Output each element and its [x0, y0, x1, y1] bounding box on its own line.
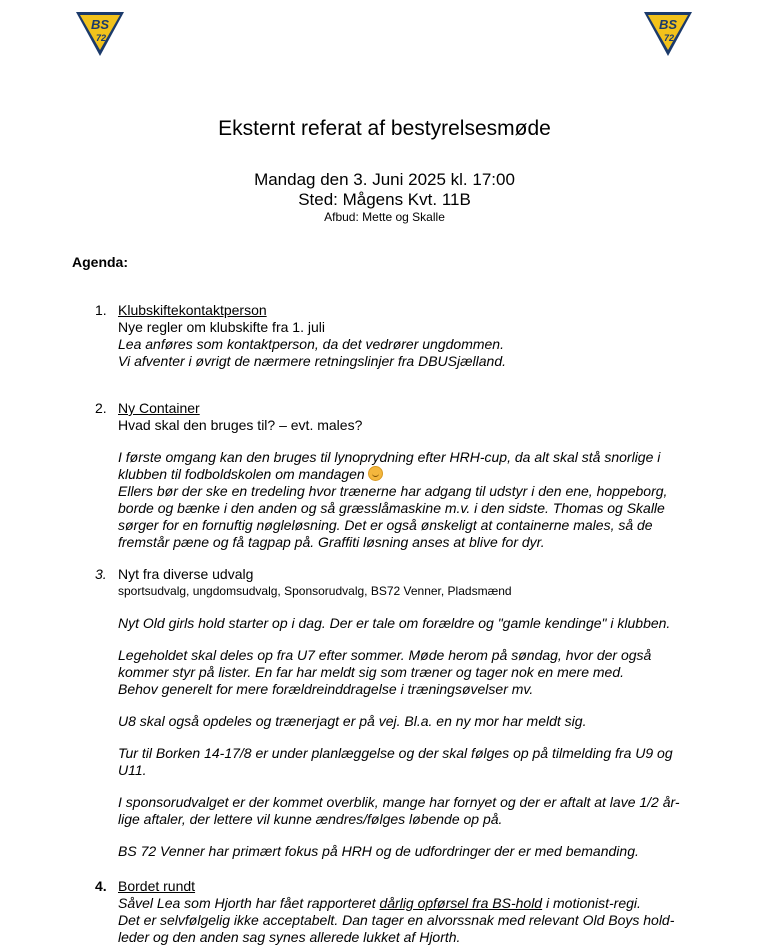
paragraph-line: Tur til Borken 14-17/8 er under planlæggelse og der skal følges op på tilmelding fra U9 og	[118, 745, 673, 761]
item-heading: Klubskiftekontaktperson	[118, 302, 267, 318]
item-number: 1.	[95, 302, 107, 318]
item-heading: Bordet rundt	[118, 878, 196, 894]
item-number: 4.	[95, 878, 107, 894]
meeting-place: Sted: Mågens Kvt. 11B	[298, 190, 471, 209]
item-number: 2.	[95, 400, 107, 416]
item-line: Såvel Lea som Hjorth har fået rapporteret dårlig opførsel fra BS-hold i motionist-regi.	[118, 895, 641, 911]
item-number: 3.	[95, 566, 107, 582]
absent-note: Afbud: Mette og Skalle	[324, 210, 445, 224]
document-title: Eksternt referat af bestyrelsesmøde	[218, 117, 551, 140]
item-line: Nye regler om klubskifte fra 1. juli	[118, 319, 325, 335]
item-line: I første omgang kan den bruges til lynoprydning efter HRH-cup, da alt skal stå snorlige i	[118, 449, 661, 465]
item-line: Det er selvfølgelig ikke acceptabelt. Dan tager en alvorssnak med relevant Old Boys hold-	[118, 912, 675, 928]
item-heading: Ny Container	[118, 400, 200, 416]
paragraph-line: Nyt Old girls hold starter op i dag. Der er tale om forældre og "gamle kendinge" i klubben.	[118, 615, 671, 631]
paragraph-line: U11.	[118, 762, 147, 778]
paragraph-line: lige aftaler, der lettere vil kunne ændres/følges løbende op på.	[118, 811, 503, 827]
item-question: Hvad skal den bruges til? – evt. males?	[118, 417, 363, 433]
paragraph-line: BS 72 Venner har primært fokus på HRH og de udfordringer der er med bemanding.	[118, 843, 639, 859]
item-line: Ellers bør der ske en tredeling hvor trænerne har adgang til udstyr i den ene, hoppeborg,	[118, 483, 668, 499]
item-line: sørger for en fornuftig nøgleløsning. Det er også ønskeligt at containerne males, så de	[118, 517, 653, 533]
item-heading: Nyt fra diverse udvalg	[118, 566, 254, 582]
logo-text-top: BS	[658, 17, 678, 32]
paragraph-line: kommer styr på lister. En far har meldt sig som træner og tager nok en mere med.	[118, 664, 625, 680]
item-body	[118, 302, 688, 370]
logo-text-top: BS	[90, 17, 110, 32]
item-body	[118, 400, 688, 551]
logo-text-bottom: 72	[663, 33, 675, 43]
paragraph-line: Legeholdet skal deles op fra U7 efter sommer. Møde herom på søndag, hvor der også	[118, 647, 652, 663]
smiley-emoji-icon	[368, 466, 383, 481]
item-subheading: sportsudvalg, ungdomsudvalg, Sponsorudvalg, BS72 Venner, Pladsmænd	[118, 584, 512, 598]
item-line: Lea anføres som kontaktperson, da det vedrører ungdommen.	[118, 336, 504, 352]
item-body	[118, 566, 688, 860]
paragraph-line: I sponsorudvalget er der kommet overblik, mange har fornyet og der er aftalt at lave 1/2 år-	[118, 794, 680, 810]
meeting-date: Mandag den 3. Juni 2025 kl. 17:00	[254, 170, 515, 189]
item-line: Vi afventer i øvrigt de nærmere retningslinjer fra DBUSjælland.	[118, 353, 507, 369]
item-line: klubben til fodboldskolen om mandagen	[118, 466, 688, 483]
item-line: fremstår pæne og få tagpap på. Graffiti løsning anses at blive for dyr.	[118, 534, 545, 550]
agenda-label: Agenda:	[72, 254, 128, 270]
paragraph-line: U8 skal også opdeles og trænerjagt er på vej. Bl.a. en ny mor har meldt sig.	[118, 713, 587, 729]
club-logo-left	[74, 10, 126, 58]
item-line: borde og bænke i den anden og så græsslåmaskine m.v. i den sidste. Thomas og Skalle	[118, 500, 665, 516]
club-logo-right	[642, 10, 694, 58]
paragraph-line: Behov generelt for mere forældreinddragelse i træningsøvelser mv.	[118, 681, 534, 697]
item-line: leder og den anden sag synes allerede lukket af Hjorth.	[118, 929, 461, 945]
logo-text-bottom: 72	[95, 33, 107, 43]
underlined-phrase: dårlig opførsel fra BS-hold	[379, 895, 543, 911]
item-body	[118, 878, 688, 946]
